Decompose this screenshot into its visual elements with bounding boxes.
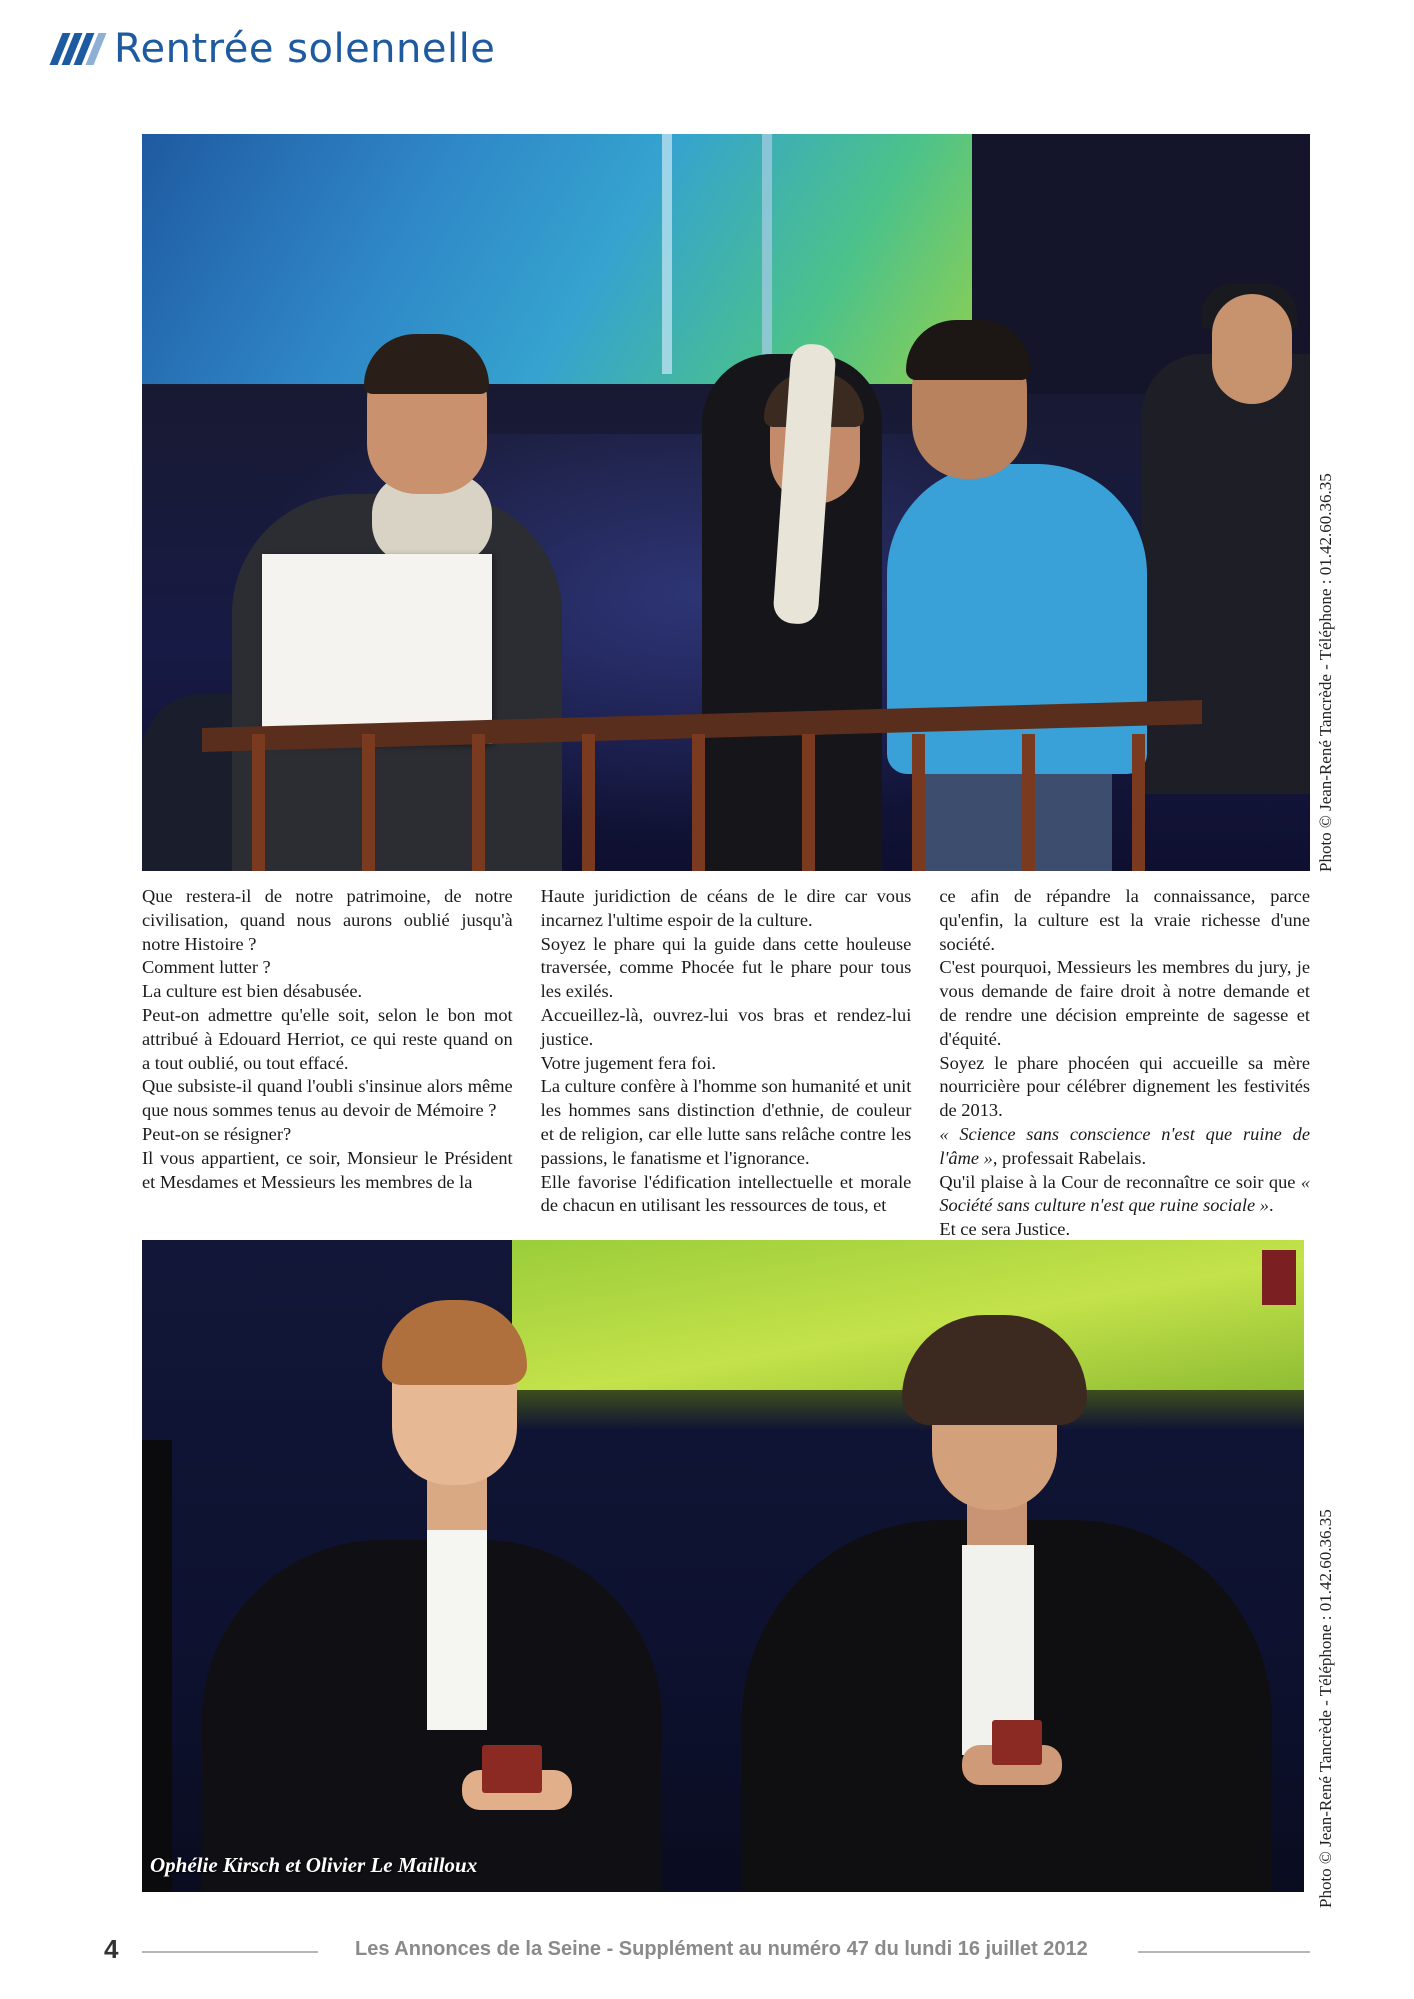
rabelais-quote: « Science sans conscience n'est que ruine de l'âme » [939, 1123, 1311, 1168]
article-column-1 [142, 885, 513, 1225]
paragraph: Soyez le phare qui la guide dans cette houleuse traversée, comme Phocée fut le phare pour tous les exilés. [540, 933, 912, 1002]
footer-rule [142, 1951, 318, 1953]
paragraph: Elle favorise l'édification intellectuelle et morale de chacun en utilisant les ressources de tous, et [540, 1171, 912, 1216]
society-quote: « Société sans culture n'est que ruine sociale » [939, 1171, 1311, 1216]
footer-rule [1138, 1951, 1310, 1953]
paragraph: Votre jugement fera foi. [540, 1052, 717, 1073]
paragraph [939, 1123, 1310, 1171]
publication-line: Les Annonces de la Seine - Supplément au numéro 47 du lundi 16 juillet 2012 [355, 1938, 1088, 1960]
article-column-2 [541, 885, 912, 1225]
white-board [262, 554, 492, 744]
article-body [142, 885, 1311, 1240]
paragraph: ce afin de répandre la connaissance, parce qu'enfin, la culture est la vraie richesse d'une société. [939, 886, 1311, 954]
paragraph: Haute juridiction de céans de le dire car vous incarnez l'ultime espoir de la culture. [540, 886, 912, 930]
projection-screen [142, 134, 972, 384]
paragraph: La culture est bien désabusée. [142, 981, 363, 1002]
photo-credit-top: Photo © Jean-René Tancrède - Téléphone : 01.42.60.36.35 [1316, 473, 1335, 872]
paragraph: Il vous appartient, ce soir, Monsieur le Président et Mesdames et Messieurs les membres de la [142, 1147, 513, 1192]
paragraph: Que restera-il de notre patrimoine, de notre civilisation, quand nous aurons oublié jusqu'à notre Histoire ? [142, 886, 513, 954]
section-title: Rentrée solennelle [114, 26, 496, 72]
paragraph: Que subsiste-il quand l'oubli s'insinue alors même que nous sommes tenus au devoir de Mémoire ? [142, 1076, 513, 1121]
judge-figure [1142, 354, 1310, 794]
medal-box [482, 1745, 542, 1793]
photo-caption: Ophélie Kirsch et Olivier Le Mailloux [150, 1853, 478, 1877]
paragraph: Soyez le phare phocéen qui accueille sa mère nourricière pour célébrer dignement les festivités de 2013. [939, 1052, 1311, 1121]
quote-attribution: , professait Rabelais. [992, 1147, 1147, 1168]
medal-box [992, 1720, 1042, 1765]
stage-photo-bottom [142, 1240, 1304, 1892]
paragraph: Comment lutter ? [142, 957, 271, 978]
stage-photo-top [142, 134, 1310, 871]
paragraph-end: . [1268, 1195, 1274, 1216]
page-header [56, 24, 495, 74]
paragraph: Peut-on se résigner? [142, 1123, 292, 1144]
paragraph-start: Qu'il plaise à la Cour de reconnaître ce soir que [939, 1171, 1301, 1192]
photo-credit-bottom: Photo © Jean-René Tancrède - Téléphone : 01.42.60.36.35 [1316, 1509, 1335, 1908]
paragraph: La culture confère à l'homme son humanité et unit les hommes sans distinction d'ethnie, de couleur et de religion, car elle lutte sans relâche contre les passions, le fanatisme et l'ignorance. [540, 1076, 912, 1168]
page-footer [0, 1930, 1414, 1970]
article-column-3 [939, 885, 1311, 1240]
page-number: 4 [104, 1934, 119, 1964]
paragraph: Peut-on admettre qu'elle soit, selon le bon mot attribué à Edouard Herriot, ce qui reste quand on a tout oublié, ou tout effacé. [142, 1004, 513, 1073]
section-logo-stripes [56, 33, 100, 65]
paragraph [939, 1171, 1310, 1219]
paragraph: Et ce sera Justice. [939, 1219, 1071, 1240]
paragraph: Accueillez-là, ouvrez-lui vos bras et rendez-lui justice. [540, 1004, 912, 1049]
paragraph: C'est pourquoi, Messieurs les membres du jury, je vous demande de faire droit à notre demande et de rendre une décision empreinte de sagesse et d'équité. [939, 957, 1311, 1049]
